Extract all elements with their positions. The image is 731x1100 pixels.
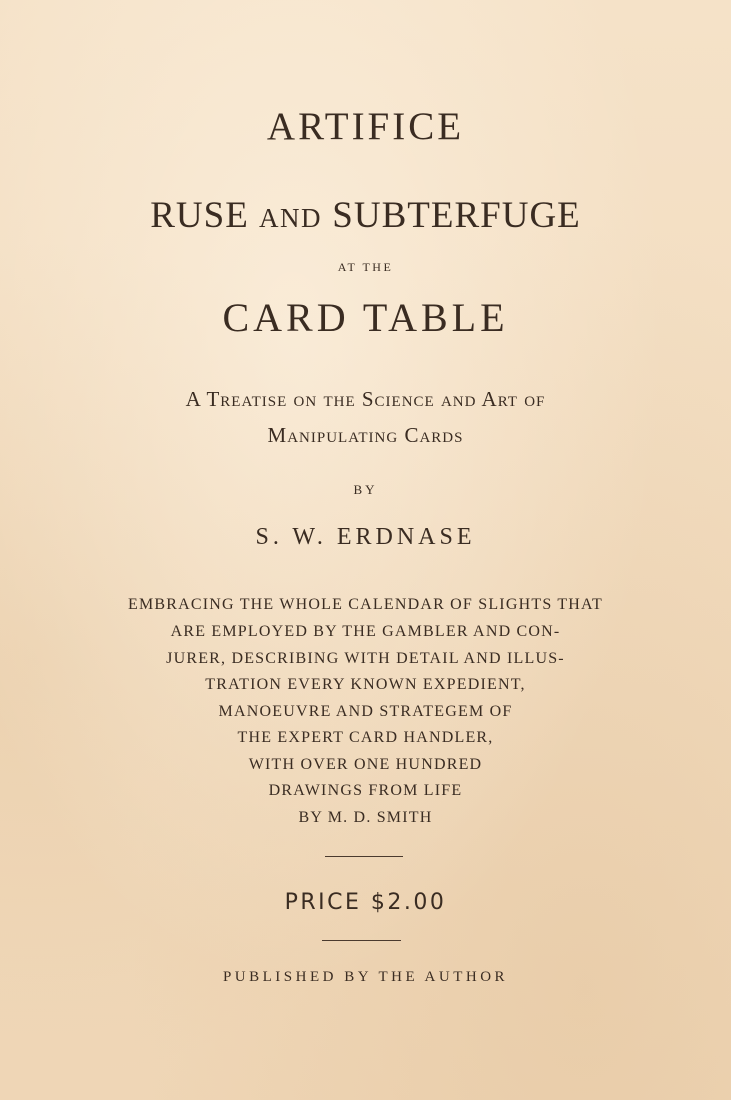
treatise-line-1: A Treatise on the Science and Art of: [185, 387, 546, 411]
description-line: BY M. D. SMITH: [298, 809, 433, 826]
description-line: JURER, DESCRIBING WITH DETAIL AND ILLUS-: [166, 650, 565, 667]
price-text: PRICE $2.00: [284, 890, 447, 915]
book-title: ARTIFICE: [266, 105, 465, 148]
description-line: WITH OVER ONE HUNDRED: [248, 756, 483, 773]
by-text: BY: [353, 482, 378, 497]
description-line: TRATION EVERY KNOWN EXPEDIENT,: [205, 676, 526, 693]
subtitle-and: AND: [259, 203, 323, 233]
description-line: ARE EMPLOYED BY THE GAMBLER AND CON-: [170, 623, 561, 640]
at-the-text: AT THE: [337, 260, 394, 274]
description-line: DRAWINGS FROM LIFE: [268, 782, 463, 799]
divider-rule: [325, 856, 403, 857]
card-table-heading: CARD TABLE: [222, 295, 509, 340]
description-line: THE EXPERT CARD HANDLER,: [237, 729, 494, 746]
publisher-text: PUBLISHED BY THE AUTHOR: [222, 969, 509, 985]
description-line: MANOEUVRE AND STRATEGEM OF: [218, 703, 513, 720]
treatise-line-2: Manipulating Cards: [267, 423, 464, 447]
subtitle-ruse: RUSE: [150, 195, 249, 236]
description-line: EMBRACING THE WHOLE CALENDAR OF SLIGHTS THAT: [127, 596, 604, 613]
subtitle-subterfuge: SUBTERFUGE: [332, 195, 581, 236]
book-subtitle: [0, 197, 731, 234]
divider-rule: [322, 940, 401, 941]
author-name: S. W. ERDNASE: [255, 524, 476, 550]
